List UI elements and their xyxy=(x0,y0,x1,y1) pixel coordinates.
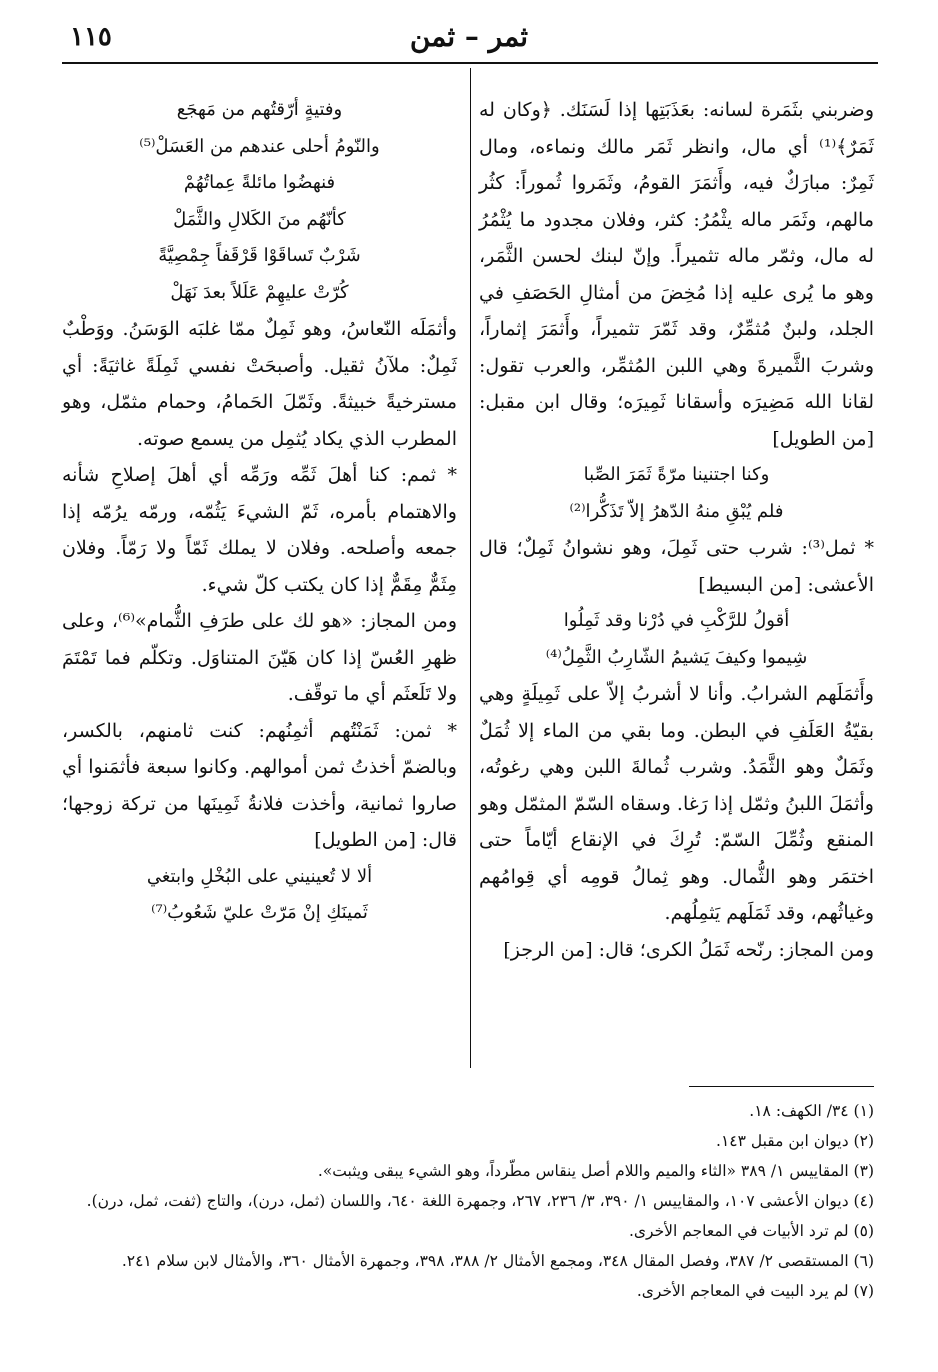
verse-line: فلم يُبْقِ منهُ الدّهرُ إلاّ تَذَكُّرا⁽²⁾ xyxy=(569,500,784,522)
footnote: (٥) لم ترد الأبيات في المعاجم الأخرى. xyxy=(628,1222,874,1240)
verse-line: فنهضُوا مائلةً عِماتُهُمْ xyxy=(183,172,336,193)
entry-range-title: ثمر – ثمن xyxy=(409,20,529,53)
verse-line: شِيموا وكيفَ يَشيمُ الشّارِبُ الثَّمِلُ⁽⁴⁾ xyxy=(545,646,808,668)
column-divider xyxy=(470,68,471,1068)
paragraph: * ثمن: ثَمَنْتُهم أثمِنُهم: كنت ثامنهم، بالكسر، وبالضمّ أخذتُ ثمن أموالهم. وكانوا سبعة فأثمَنوا أي صاروا ثمانية، وأخذت فلانةُ ثَمِينَها من تركة زوجها؛ قال: [من الطويل] xyxy=(62,719,457,851)
header-rule xyxy=(62,62,878,64)
paragraph: * ثمم: كنا أهلَ ثَمِّه ورَمِّه أي أهلَ إصلاحِ شأنه والاهتمام بأمره، ثَمّ الشيءَ يَثُمّه، ورمّه يرُمّه إذا جمعه وأصلحه. وفلان لا يملك ثَمّاً ولا رَمّاً. وفلان مِثَمٌّ مِقَمٌّ إذا كان يكتب كلّ شيء. xyxy=(62,464,457,596)
paragraph: ومن المجاز: «هو لك على طرَفِ الثُّمام»⁽⁶⁾، وعلى ظهرِ العُسّ إذا كان هَيّنَ المتناوَل. وتكلّم فما تَمْتَمَ ولا تَلَعثَم أي ما توقّف. xyxy=(62,610,457,705)
paragraph: وأَثمَلَهم الشرابُ. وأنا لا أشربُ إلاّ على ثَمِيلَةٍ وهي بقيّةُ العَلَفِ في البطن. وما بقي من الماء إلا ثُمَلٌ وثَمَلٌ وهو الثَّمَدُ. وشرب ثُمالةَ اللبن وهي رغوتُه، وأثمَلَ اللبنُ وثمّل إذا رَغا. وسقاه السّمّ المثمّل وهو المنقع وثُمِّلَ السّمّ: تُرِكَ في الإنقاع أيّاماً حتى اختمَر وهو الثُّمال. وهو ثِمالُ قومِه أي قِوامُهم وغياثُهم، وقد ثَمَلَهم يَثمِلُهم. xyxy=(479,683,874,924)
paragraph: وأثمَلَه النّعاسُ، وهو ثَمِلٌ ممّا غلبَه الوَسَنُ. ووَطْبٌ ثَمِلٌ: ملآنُ ثقيل. وأصبحَتْ نفسي ثَمِلَةً غاثيَةً: أي مسترخيةً خبيثةً. وثَمّلَ الحَمامُ، وحمام مثمّل، وهو المطرب الذي يكاد يُثمِل من يسمع صوته. xyxy=(62,318,457,450)
right-column xyxy=(479,92,874,968)
paragraph: وضربني بثَمَرة لسانه: بعَذَبَتِها إذا لَسَنَك. ﴿وكان له ثَمَرٌ﴾⁽¹⁾ أي مال، وانظر ثَمَر مالك ونماءه، ومال ثَمِرٌ: مبارَكٌ فيه، وأَثمَرَ القومُ، وثَمَروا ثُموراً: كثُر مالهم، وثَمَر ماله يثْمُرُ: كثر، وفلان مجدود ما يُثْمُرُ له مال، وثمّر ماله تثميراً. وإنّ لبنك لحسن الثَّمَر، وهو ما يُرى عليه إذا مُخِضَ من أمثالِ الحَصَفِ في الجلد، ولبنٌ مُثمِّرٌ، وقد ثَمّرَ تثميراً، وأَثمَرَ إثماراً، وشربَ الثَّميرةَ وهي اللبن المُثمِّر، والعرب تقول: لقانا الله مَضِيرَه وأسقانا ثَمِيرَه؛ وقال ابن مقبل: [من الطويل] xyxy=(479,99,874,450)
verse-line: كُرّتْ عليهِمْ عَلَلاً بعدَ نَهَلْ xyxy=(170,281,349,303)
paragraph: ومن المجاز: رنّحه ثَمَلُ الكرى؛ قال: [من الرجز] xyxy=(503,938,874,961)
footnote: (٣) المقاييس ١/ ٣٨٩ «الثاء والميم واللام أصل ينقاس مطّرداً، وهو الشيء يبقى ويثبت». xyxy=(317,1162,874,1180)
footnote: (٦) المستقصى ٢/ ٣٨٧، وفصل المقال ٣٤٨، ومجمع الأمثال ٢/ ٣٨٨، ٣٩٨، وجمهرة الأمثال ٣٦٠، والأمثال لابن سلام ٢٤١. xyxy=(121,1252,874,1270)
footnote: (٢) ديوان ابن مقبل ١٤٣. xyxy=(716,1132,874,1150)
verse-line: أقولُ للرَّكْبِ في دُرْنا وقد ثَمِلُوا xyxy=(563,610,790,631)
verse-line: كأنّهُم منَ الكَلالِ والثَّمَلْ xyxy=(173,208,346,230)
verse-line: شَرْبٌ تَساقَوْا قَرْقَفاً جِمْصِيَّةً xyxy=(158,245,361,266)
verse-line: وفتيةٍ أرّقتُهم من مَهجَع xyxy=(176,99,343,120)
verse-line: وكنا اجتنينا مرّةً ثَمَرَ الصِّبا xyxy=(583,464,770,485)
footnote: (٧) لم يرد البيت في المعاجم الأخرى. xyxy=(636,1282,874,1300)
paragraph: * ثمل⁽³⁾: شرب حتى ثَمِلَ، وهو نشوانُ ثَمِلٌ؛ قال الأعشى: [من البسيط] xyxy=(479,537,875,596)
page-header xyxy=(60,18,878,58)
footnote-rule xyxy=(689,1086,874,1087)
footnote: (٤) ديوان الأعشى ١٠٧، والمقاييس ١/ ٣٩٠، ٣/ ٢٣٦، ٢٦٧، وجمهرة اللغة ٦٤٠، واللسان (ثمل، درن)، والتاج (ثفت، ثمل، درن). xyxy=(86,1192,874,1210)
verse-line: ثَمينَكِ إنْ مَرّتْ عليّ شَعُوبُ⁽⁷⁾ xyxy=(151,902,368,923)
left-column xyxy=(62,92,457,932)
page-number: ١١٥ xyxy=(70,22,112,52)
footnote: (١) ٣٤/ الكهف: ١٨. xyxy=(749,1102,874,1120)
footnotes xyxy=(62,1096,874,1306)
verse-line: ألا لا تُعينيني على البُخْلِ وابتغي xyxy=(146,865,373,887)
verse-line: والنّومُ أحلى عندهم من العَسَلْ⁽⁵⁾ xyxy=(139,135,380,157)
